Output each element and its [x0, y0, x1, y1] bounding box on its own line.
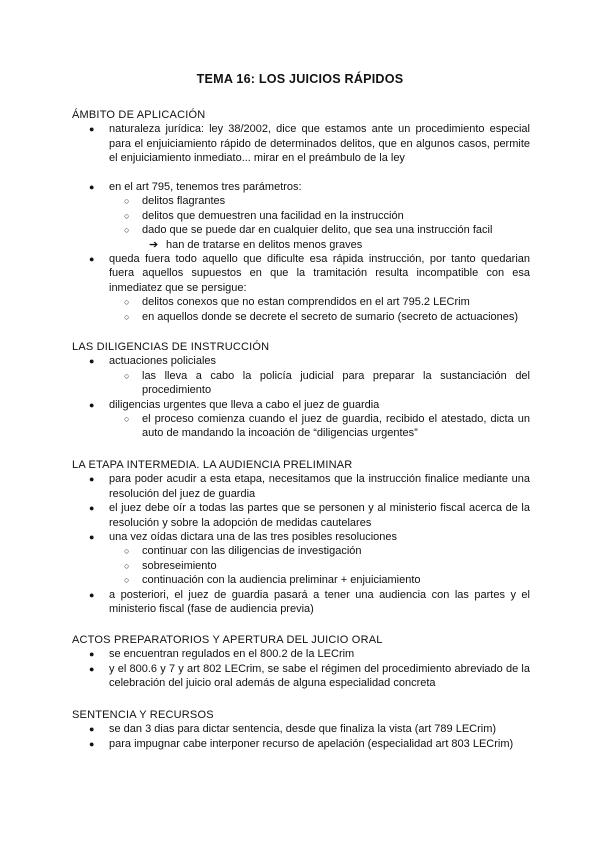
circle-bullet-icon: ○	[124, 210, 130, 221]
bullet-icon: ●	[89, 738, 95, 749]
list-item: ● una vez oídas dictara una de las tres posibles resoluciones	[89, 531, 398, 544]
sub-list-item: ○ delitos que demuestren una facilidad en la instrucción	[124, 209, 404, 222]
sub-list-item: ○ continuación con la audiencia preliminar + enjuiciamiento	[124, 574, 421, 587]
page-title: TEMA 16: LOS JUICIOS RÁPIDOS	[196, 72, 404, 86]
circle-bullet-icon: ○	[124, 546, 130, 557]
circle-bullet-icon: ○	[124, 225, 130, 236]
section-ambito	[72, 108, 532, 324]
bullet-icon: ●	[89, 474, 95, 485]
section-heading: ÁMBITO DE APLICACIÓN	[72, 109, 206, 121]
list-item: ● actuaciones policiales	[89, 355, 217, 368]
circle-bullet-icon: ○	[124, 560, 130, 571]
circle-bullet-icon: ○	[124, 311, 130, 322]
section-diligencias	[72, 340, 532, 441]
bullet-icon: ●	[89, 724, 95, 735]
section-sentencia-recursos	[72, 708, 532, 751]
list-item: ● se encuentran regulados en el 800.2 de la LECrim	[89, 648, 355, 661]
bullet-icon: ●	[89, 589, 95, 600]
bullet-icon: ●	[89, 399, 95, 410]
arrow-right-icon: ➔	[149, 238, 159, 251]
circle-bullet-icon: ○	[124, 370, 130, 381]
sub-list-item: ○ delitos flagrantes	[124, 195, 226, 208]
bullet-icon: ●	[89, 532, 95, 543]
circle-bullet-icon: ○	[124, 196, 130, 207]
bullet-icon: ●	[89, 356, 95, 367]
bullet-icon: ●	[89, 182, 95, 193]
section-actos-preparatorios	[72, 633, 532, 691]
circle-bullet-icon: ○	[124, 414, 130, 425]
section-heading: ACTOS PREPARATORIOS Y APERTURA DEL JUICIO ORAL	[72, 634, 383, 646]
section-heading: LAS DILIGENCIAS DE INSTRUCCIÓN	[72, 341, 270, 353]
bullet-icon: ●	[89, 254, 95, 265]
sub-list-item: ○ sobreseimiento	[124, 559, 217, 572]
sub-sub-list-item: ➔ han de tratarse en delitos menos graves	[149, 238, 363, 251]
sub-list-item: ○ delitos conexos que no estan comprendidos en el art 795.2 LECrim	[124, 296, 470, 309]
sub-list-item: ○ las lleva a cabo la policía judicial para preparar la sustanciación del procedimiento	[124, 369, 530, 397]
list-item: ● para impugnar cabe interponer recurso de apelación (especialidad art 803 LECrim)	[89, 737, 514, 750]
list-item: ● diligencias urgentes que lleva a cabo el juez de guardia	[89, 398, 380, 411]
sub-list-item: ○ en aquellos donde se decrete el secreto de sumario (secreto de actuaciones)	[124, 310, 519, 323]
bullet-icon: ●	[89, 649, 95, 660]
circle-bullet-icon: ○	[124, 575, 130, 586]
list-item: ● a posteriori, el juez de guardia pasará a tener una audiencia con las partes y el ministerio fiscal (fase de audiencia previa)	[89, 588, 530, 616]
section-heading: SENTENCIA Y RECURSOS	[72, 709, 214, 721]
list-item: ● el juez debe oír a todas las partes que se personen y al ministerio fiscal acerca de la resolución y sobre la adopción de medidas cautelares	[89, 502, 530, 529]
list-item: ● naturaleza jurídica: ley 38/2002, dice que estamos ante un procedimiento especial para el enjuiciamiento rápido de determinados delitos, que en algunos casos, permite el enjuiciamiento inmediato... mirar en el preámbulo de la ley	[89, 123, 530, 165]
list-item: ● en el art 795, tenemos tres parámetros:	[89, 181, 302, 194]
bullet-icon: ●	[89, 663, 95, 674]
sub-list-item: ○ el proceso comienza cuando el juez de guardia, recibido el atestado, dicta un auto de mandando la incoación de “diligencias urgentes”	[124, 413, 530, 440]
list-item: ● se dan 3 dias para dictar sentencia, desde que finaliza la vista (art 789 LECrim)	[89, 723, 497, 736]
list-item: ● para poder acudir a esta etapa, necesitamos que la instrucción finalice mediante una resolución del juez de guardia	[89, 473, 530, 500]
bullet-icon: ●	[89, 503, 95, 514]
list-item: ● queda fuera todo aquello que dificulte esa rápida instrucción, por tanto quedarian fuera aquellos supuestos en que la tramitación resulta incompatible con esa inmediatez que se persigue:	[89, 253, 530, 294]
sub-list-item: ○ continuar con las diligencias de investigación	[124, 545, 362, 558]
section-heading: LA ETAPA INTERMEDIA. LA AUDIENCIA PRELIMINAR	[72, 459, 353, 471]
sub-list-item: ○ dado que se puede dar en cualquier delito, que sea una instrucción facil	[124, 224, 493, 237]
section-etapa-intermedia	[72, 458, 532, 616]
bullet-icon: ●	[89, 124, 95, 135]
list-item: ● y el 800.6 y 7 y art 802 LECrim, se sabe el régimen del procedimiento abreviado de la celebración del juicio oral además de alguna especialidad concreta	[89, 662, 530, 690]
circle-bullet-icon: ○	[124, 297, 130, 308]
